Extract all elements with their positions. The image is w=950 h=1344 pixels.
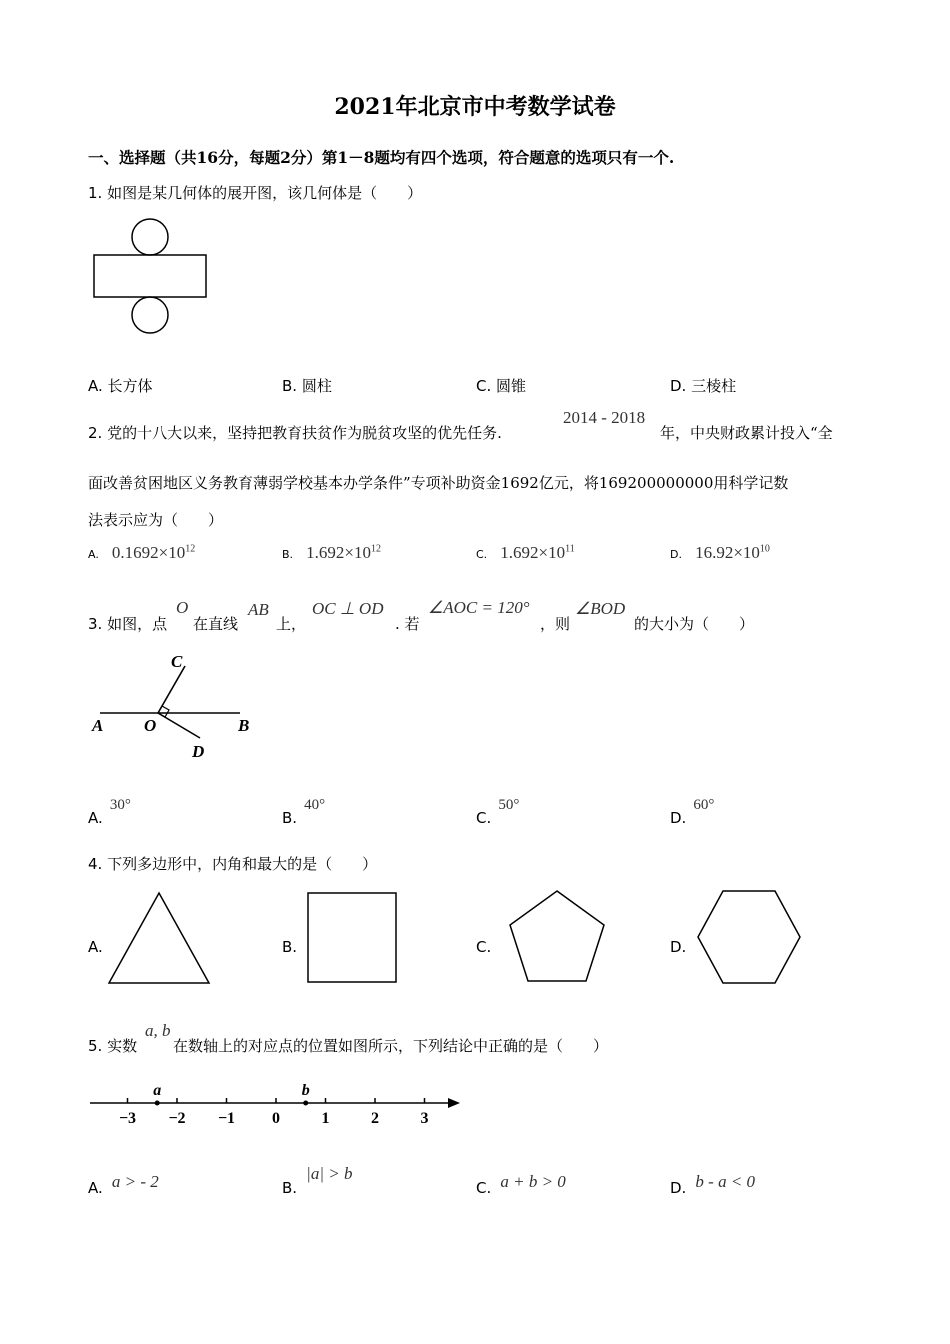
option-d[interactable]: D. $16.92\times 10^{10}$ <box>670 543 770 562</box>
option-a-label[interactable]: A. <box>88 938 103 956</box>
option-b[interactable]: B. |a| > b <box>282 1164 353 1197</box>
option-b[interactable]: B. 40° <box>282 797 326 827</box>
question-number: 5. <box>88 1037 103 1055</box>
question-text: . 若 <box>395 615 420 633</box>
question-number: 4. <box>88 855 103 873</box>
label-c: C <box>171 652 183 671</box>
axis-tick-label: 0 <box>272 1110 280 1127</box>
question-text: 在直线 <box>193 615 239 633</box>
square-shape[interactable] <box>305 890 400 985</box>
math-ab: a, b <box>145 1021 171 1040</box>
option-a[interactable]: A. $0.1692\times 10^{12}$ <box>88 543 196 562</box>
option-b[interactable]: B. $1.692\times 10^{12}$ <box>282 543 381 562</box>
option-d-label[interactable]: D. <box>670 938 687 956</box>
label-d: D <box>192 742 205 761</box>
number-line <box>88 1080 468 1130</box>
triangle-shape[interactable] <box>105 890 215 990</box>
point-a-dot <box>155 1101 160 1106</box>
option-c[interactable]: C. a + b > 0 <box>476 1172 566 1197</box>
label-o: O <box>144 716 157 735</box>
net-figure <box>85 210 215 340</box>
question-text: 在数轴上的对应点的位置如图所示，下列结论中正确的是（ ） <box>173 1037 609 1055</box>
question-text: 的大小为（ ） <box>634 615 755 633</box>
question-text: 党的十八大以来，坚持把教育扶贫作为脱贫攻坚的优先任务. <box>107 424 502 442</box>
axis-tick-label: −2 <box>168 1110 186 1127</box>
point-b-dot <box>303 1101 308 1106</box>
question-text-line3: 法表示应为（ ） <box>88 511 224 529</box>
question-text: 如图是某几何体的展开图，该几何体是（ ） <box>107 184 423 202</box>
point-b-label: b <box>301 1082 310 1099</box>
axis-arrow <box>448 1098 460 1108</box>
point-a-label: a <box>153 1082 162 1099</box>
math-angle-bod: ∠BOD <box>575 599 626 618</box>
option-b-label[interactable]: B. <box>282 938 298 956</box>
pentagon-shape[interactable] <box>506 888 610 986</box>
rectangle-face <box>94 255 206 297</box>
question-3: 3. 如图，点 <box>88 615 168 633</box>
axis-tick-label: 2 <box>371 1110 379 1127</box>
option-c[interactable]: C. 50° <box>476 797 520 827</box>
label-b: B <box>238 716 250 735</box>
question-4 <box>88 853 377 874</box>
axis-tick-label: 3 <box>420 1110 429 1127</box>
question-text: ，则 <box>540 615 571 633</box>
math-line-ab: AB <box>248 600 269 619</box>
question-2 <box>88 422 502 443</box>
label-a: A <box>92 716 104 735</box>
question-text-line2: 面改善贫困地区义务教育薄弱学校基本办学条件”专项补助资金1692亿元，将169200000000用科学记数 <box>88 474 789 492</box>
top-circle <box>132 219 168 255</box>
option-d[interactable]: D. b - a < 0 <box>670 1172 756 1197</box>
option-a[interactable]: A. a > - 2 <box>88 1172 159 1197</box>
question-number: 2. <box>88 424 103 442</box>
math-perpendicular: OC ⊥ OD <box>312 599 384 618</box>
question-5: 5. 实数 <box>88 1037 138 1055</box>
years-range: 2014 - 2018 <box>563 408 646 427</box>
angle-figure <box>88 652 263 762</box>
bottom-circle <box>132 297 168 333</box>
question-1 <box>88 182 422 203</box>
math-angle-aoc: ∠AOC = 120° <box>428 598 530 617</box>
option-a[interactable]: A. 长方体 <box>88 377 153 395</box>
math-point-o: O <box>176 598 189 617</box>
option-d[interactable]: D. 60° <box>670 797 715 827</box>
hexagon-shape[interactable] <box>695 888 803 986</box>
question-number: 1. <box>88 184 103 202</box>
axis-tick-label: −1 <box>217 1110 236 1127</box>
option-d[interactable]: D. 三棱柱 <box>670 377 737 395</box>
option-b[interactable]: B. 圆柱 <box>282 377 332 395</box>
section-heading: 一、选择题（共16分，每题2分）第1－8题均有四个选项，符合题意的选项只有一个. <box>88 148 675 167</box>
option-c[interactable]: C. 圆锥 <box>476 377 527 395</box>
option-c[interactable]: C. $1.692\times 10^{11}$ <box>476 543 575 562</box>
question-number: 3. <box>88 615 103 633</box>
question-text: 上， <box>276 615 307 633</box>
question-text: 下列多边形中，内角和最大的是（ ） <box>107 855 378 873</box>
axis-tick-label: −3 <box>118 1110 137 1127</box>
option-c-label[interactable]: C. <box>476 938 492 956</box>
axis-tick-label: 1 <box>321 1110 330 1127</box>
question-text-cont: 年，中央财政累计投入“全 <box>660 424 833 442</box>
page-title: 2021年北京市中考数学试卷 <box>334 94 616 120</box>
option-a[interactable]: A. 30° <box>88 797 131 827</box>
